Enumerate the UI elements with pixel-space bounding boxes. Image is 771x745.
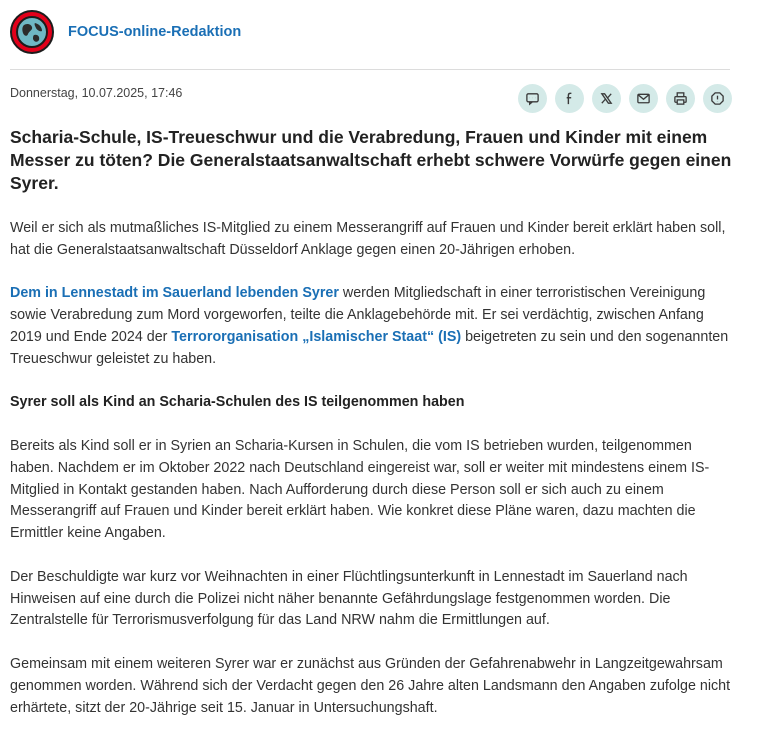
- print-icon: [673, 91, 688, 106]
- x-share-button[interactable]: [592, 84, 621, 113]
- globe-logo-icon: [15, 15, 49, 49]
- article-subheading: Syrer soll als Kind an Scharia-Schulen des IS teilgenommen haben: [10, 394, 465, 411]
- paragraph-custody: Gemeinsam mit einem weiteren Syrer war er zunächst aus Gründen der Gefahrenabwehr in Langzeitgewahrsam genommen worden. Während sich der Verdacht gegen den 26 Jahre alten Landsmann den Angaben zufolge nicht erhärtete, sitzt der 20-Jährige seit 15. Januar in Untersuchungshaft.: [10, 655, 731, 716]
- mail-share-button[interactable]: [629, 84, 658, 113]
- article-headline: Scharia-Schule, IS-Treueschwur und die Verabredung, Frauen und Kinder mit einem Messer zu töten? Die Generalstaatsanwaltschaft erhebt schwere Vorwürfe gegen einen Syrer.: [10, 127, 732, 193]
- paragraph-intro: Weil er sich als mutmaßliches IS-Mitglied zu einem Messerangriff auf Frauen und Kinder bereit erklärt haben soll, hat die Generalstaatsanwaltschaft Düsseldorf Anklage gegen einen 20-Jährigen erhoben.: [10, 220, 726, 258]
- share-bar: [518, 84, 732, 113]
- print-button[interactable]: [666, 84, 695, 113]
- meta-row: [10, 86, 732, 112]
- x-icon: [599, 91, 614, 106]
- publish-date: Donnerstag, 10.07.2025, 17:46: [10, 86, 183, 100]
- paragraph-text: beigetreten zu sein und den sogenannten Treueschwur geleistet zu haben.: [10, 328, 729, 367]
- mail-icon: [636, 91, 651, 106]
- author-avatar[interactable]: [10, 10, 54, 54]
- facebook-share-button[interactable]: [555, 84, 584, 113]
- comment-icon: [525, 91, 540, 106]
- paragraph-text: werden Mitgliedschaft in einer terroristischen Vereinigung sowie Verabredung zum Mord vorgeworfen, teilte die Anklagebehörde mit. Er sei verdächtig, zwischen Anfang 2019 und Ende 2024 der: [10, 285, 706, 345]
- author-name-link[interactable]: FOCUS-online-Redaktion: [68, 24, 242, 40]
- facebook-icon: [562, 91, 577, 106]
- divider: [10, 69, 730, 70]
- comment-button[interactable]: [518, 84, 547, 113]
- lennestadt-link[interactable]: Dem in Lennestadt im Sauerland lebenden Syrer: [10, 285, 339, 302]
- paragraph-charges: [10, 283, 735, 370]
- paragraph-background: Bereits als Kind soll er in Syrien an Scharia-Kursen in Schulen, die vom IS betrieben wurden, teilgenommen haben. Nachdem er im Oktober 2022 nach Deutschland eingereist war, soll er weiter mit mindestens einem IS-Mitglied in Kontakt gestanden haben. Nach Aufforderung durch diese Person soll er sich auch zu einem Messerangriff auf Frauen und Kinder bereit erklärt haben. Wie konkret diese Pläne waren, dazu machten die Ermittler keine Angaben.: [10, 437, 710, 542]
- article-body: [10, 218, 735, 741]
- is-organisation-link[interactable]: Terrororganisation „Islamischer Staat“ (IS): [171, 328, 462, 345]
- author-row: [10, 10, 241, 54]
- paragraph-arrest: Der Beschuldigte war kurz vor Weihnachten in einer Flüchtlingsunterkunft in Lennestadt im Sauerland nach Hinweisen auf eine durch die Polizei nicht näher benannte Gefährdungslage festgenommen worden. Die Zentralstelle für Terrorismusverfolgung für das Land NRW nahm die Ermittlungen auf.: [10, 568, 688, 629]
- report-icon: [710, 91, 725, 106]
- report-button[interactable]: [703, 84, 732, 113]
